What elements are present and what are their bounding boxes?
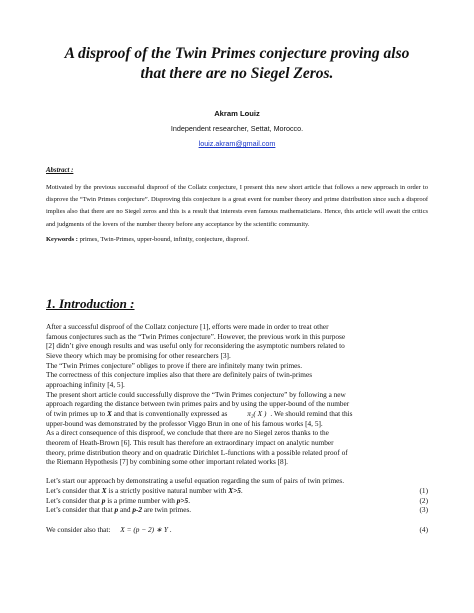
email-link[interactable]: louiz.akram@gmail.com: [198, 139, 276, 148]
keywords: [46, 235, 428, 245]
text-segment: is a prime number with: [105, 495, 177, 505]
introduction-body: [46, 322, 430, 534]
variable-x: X: [107, 408, 112, 418]
text-segment: and that is conventionally expressed as: [111, 408, 228, 418]
equation-row-3: [46, 505, 430, 515]
variable-p: p: [101, 495, 106, 505]
condition-x: X>5: [228, 486, 241, 496]
approach-line: Let’s start our approach by demonstrating a useful equation regarding the sum of pairs of twin primes.: [46, 476, 345, 486]
equation-row-4: [46, 525, 430, 535]
equation-number: (1): [419, 486, 428, 496]
paper-title: [30, 44, 444, 84]
intro-line: Sieve theory which may be promising for other researchers [3].: [46, 350, 231, 360]
intro-line: approach regarding the distance between twin primes pairs and by using the upper-bound of the number: [46, 399, 350, 409]
equation-row-2: [46, 496, 430, 506]
title-line-2: that there are no Siegel Zeros.: [140, 65, 334, 82]
section-heading: 1. Introduction :: [46, 296, 135, 311]
equation-row-1: [46, 486, 430, 496]
intro-line: The correctness of this conjecture implies also that there are definitely pairs of twin-primes: [46, 370, 313, 380]
variable-p: p: [114, 505, 119, 515]
text-segment: We consider also that:: [46, 524, 111, 534]
author-email: [0, 139, 474, 149]
variable-p-minus-2: p-2: [132, 505, 143, 515]
variable-x: X: [101, 486, 107, 496]
equation-number: (2): [419, 495, 428, 505]
intro-line: [2] didn’t give enough results and was useful only for reconsidering the asymptotic numbers related to: [46, 341, 345, 351]
text-segment: .: [167, 524, 172, 534]
condition-p: p>5: [176, 495, 189, 505]
intro-line: As a direct consequence of this disproof, we conclude that there are no Siegel zeros thanks to the: [46, 428, 329, 438]
text-segment: Let’s consider that that: [46, 505, 115, 515]
author-affiliation: Independent researcher, Settat, Morocco.: [170, 124, 304, 133]
text-segment: of twin primes up to: [46, 408, 108, 418]
intro-line: upper-bound was demonstrated by the professor Viggo Brun in one of his famous works [4, 5].: [46, 418, 323, 428]
intro-line: theorem of Heath-Brown [6]. This result has therefore an extraordinary impact on analytic number: [46, 437, 334, 447]
keywords-label: Keywords :: [46, 236, 78, 243]
intro-line: theory, prime distribution theory and on quadratic Dirichlet L-functions with a possible related proof of: [46, 447, 348, 457]
text-segment: are twin primes.: [142, 505, 192, 515]
intro-line: famous conjectures such as the “Twin Primes conjecture”. However, the previous work in this purpose: [46, 331, 346, 341]
text-segment: . We should remind that this: [270, 408, 353, 418]
text-segment: and: [118, 505, 133, 515]
abstract-heading: Abstract :: [46, 167, 74, 174]
equation-math: X = (p − 2) ∗ Y: [120, 524, 168, 534]
text-segment: Let’s consider that: [46, 486, 102, 496]
title-line-1: A disproof of the Twin Primes conjecture proving also: [64, 45, 410, 62]
text-segment: Let’s consider that: [46, 495, 102, 505]
intro-line: The present short article could successfully disprove the “Twin Primes conjecture” by following a new: [46, 389, 346, 399]
intro-line: After a successful disproof of the Collatz conjecture [1], efforts were made in order to treat other: [46, 322, 329, 331]
text-segment: .: [188, 495, 191, 505]
keywords-text: primes, Twin-Primes, upper-bound, infinity, conjecture, disproof.: [77, 236, 250, 243]
abstract-text: Motivated by the previous successful disproof of the Collatz conjecture, I present this new short article that follows a new approach in order to disprove the “Twin Primes conjecture”. Disproving this conjecture is a great event for number theory and prime distribution since such a disproof implies also that there are no Siegel zeros and this is a result that interests even famous mathematicians. Hence, this article will await the critics and judgments of the lovers of the number theory before any acceptance by the scientific community.: [46, 184, 428, 228]
text-segment: .: [240, 486, 243, 496]
equation-number: (3): [419, 505, 428, 515]
text-segment: is a strictly positive natural number with: [106, 486, 229, 496]
intro-line-with-math: [46, 409, 430, 419]
author-name: Akram Louiz: [214, 109, 260, 118]
math-pi2-x: π₂( X ): [247, 408, 267, 418]
intro-line: approaching infinity [4, 5].: [46, 379, 125, 389]
equation-number: (4): [419, 524, 428, 534]
intro-line: The “Twin Primes conjecture” obliges to prove if there are infinitely many twin primes.: [46, 360, 303, 370]
intro-line: the Riemann Hypothesis [7] by combining some other important related works [8].: [46, 457, 288, 467]
